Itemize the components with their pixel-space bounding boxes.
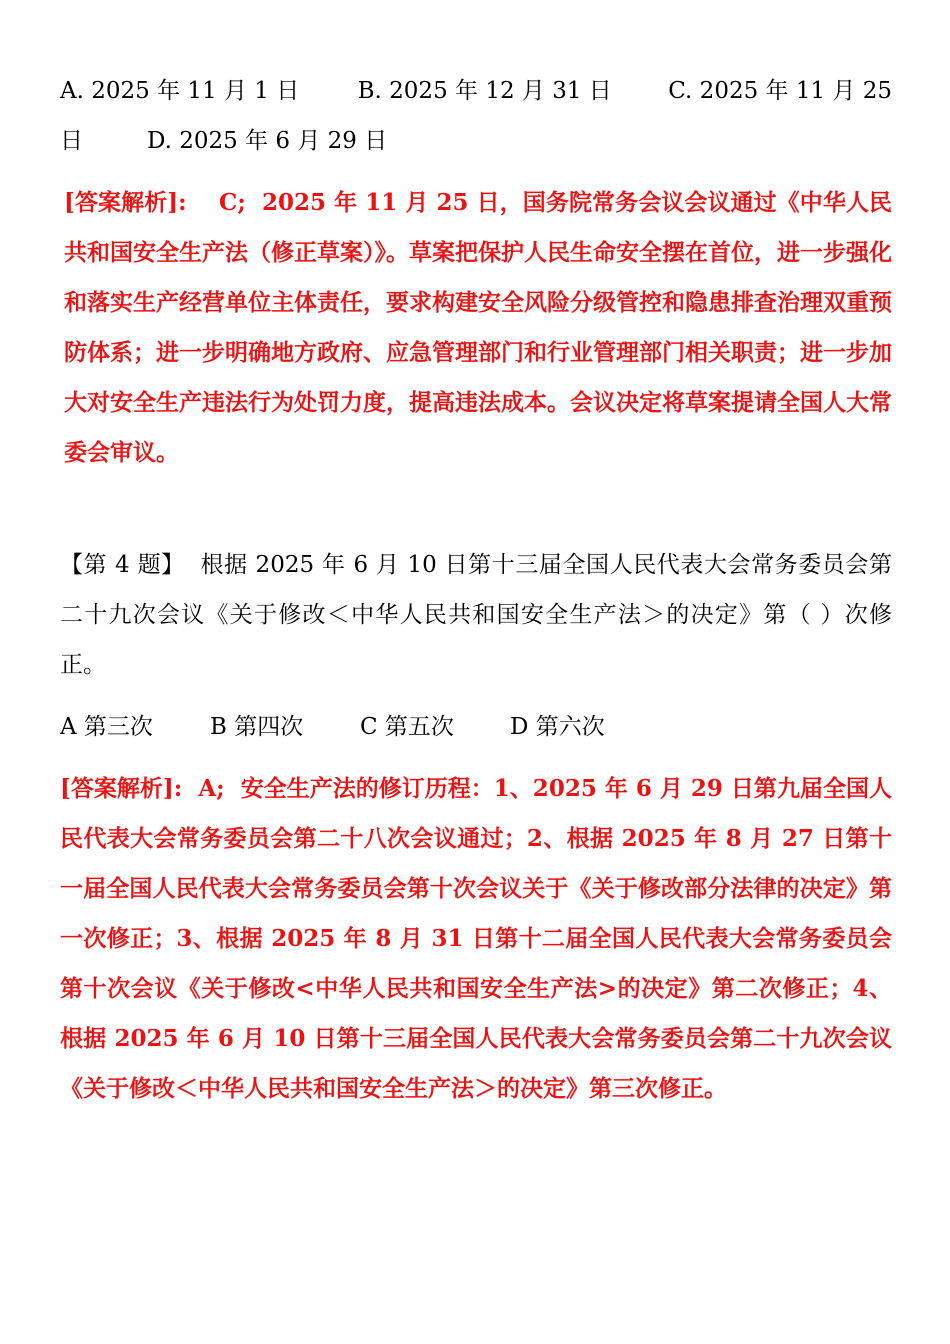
q3-option-c-continued: 日 [60,128,83,154]
q3-answer-key: C; [219,189,246,216]
q4-number: 【第 4 题】 [60,552,185,578]
q3-option-b: B. 2025 年 12 月 31 日 [357,78,612,104]
q4-option-a: A 第三次 [60,714,153,740]
q4-options [60,702,892,752]
q3-answer-label: [答案解析]: [64,189,187,216]
q4-option-c: C 第五次 [360,714,454,740]
q3-answer-text: 2025 年 11 月 25 日，国务院常务会议会议通过《中华人民共和国安全生产法（修正草案）》。草案把保护人民生命安全摆在首位，进一步强化和落实生产经营单位主体责任，要求构建安全风险分级管控和隐患排查治理双重预防体系；进一步明确地方政府、应急管理部门和行业管理部门相关职责；进一步加大对安全生产违法行为处罚力度，提高违法成本。会议决定将草案提请全国人大常委会审议。 [64,189,893,466]
q3-options-line-1 [60,66,892,116]
q4-answer-label: [答案解析]: [60,775,183,802]
q3-option-d: D. 2025 年 6 月 29 日 [147,128,388,154]
q4-answer-explanation [60,764,892,1114]
q4-option-d: D 第六次 [510,714,605,740]
q4-answer-key: A; [198,775,225,802]
document-page [60,66,892,1114]
q4-option-b: B 第四次 [210,714,304,740]
q3-answer-explanation [60,178,892,478]
q3-option-c: C. 2025 年 11 月 25 [668,78,892,104]
q3-options-line-2 [60,116,892,166]
q4-answer-text: 安全生产法的修订历程：1、2025 年 6 月 29 日第九届全国人民代表大会常务委员会第二十八次会议通过；2、根据 2025 年 8 月 27 日第十一届全国人民代表大会常务委员会第十次会议关于《关于修改部分法律的决定》第一次修正；3、根据 2025 年 8 月 31 日第十二届全国人民代表大会常务委员会第十次会议《关于修改<中华人民共和国安全生产法>的决定》第二次修正；4、根据 2025 年 6 月 10 日第十三届全国人民代表大会常务委员会第二十九次会议《关于修改＜中华人民共和国安全生产法＞的决定》第三次修正。 [60,775,892,1102]
q4-stem: 根据 2025 年 6 月 10 日第十三届全国人民代表大会常务委员会第二十九次会议《关于修改＜中华人民共和国安全生产法＞的决定》第（ ）次修正。 [60,552,892,678]
q4-question [60,540,892,690]
q3-option-a: A. 2025 年 11 月 1 日 [60,78,300,104]
